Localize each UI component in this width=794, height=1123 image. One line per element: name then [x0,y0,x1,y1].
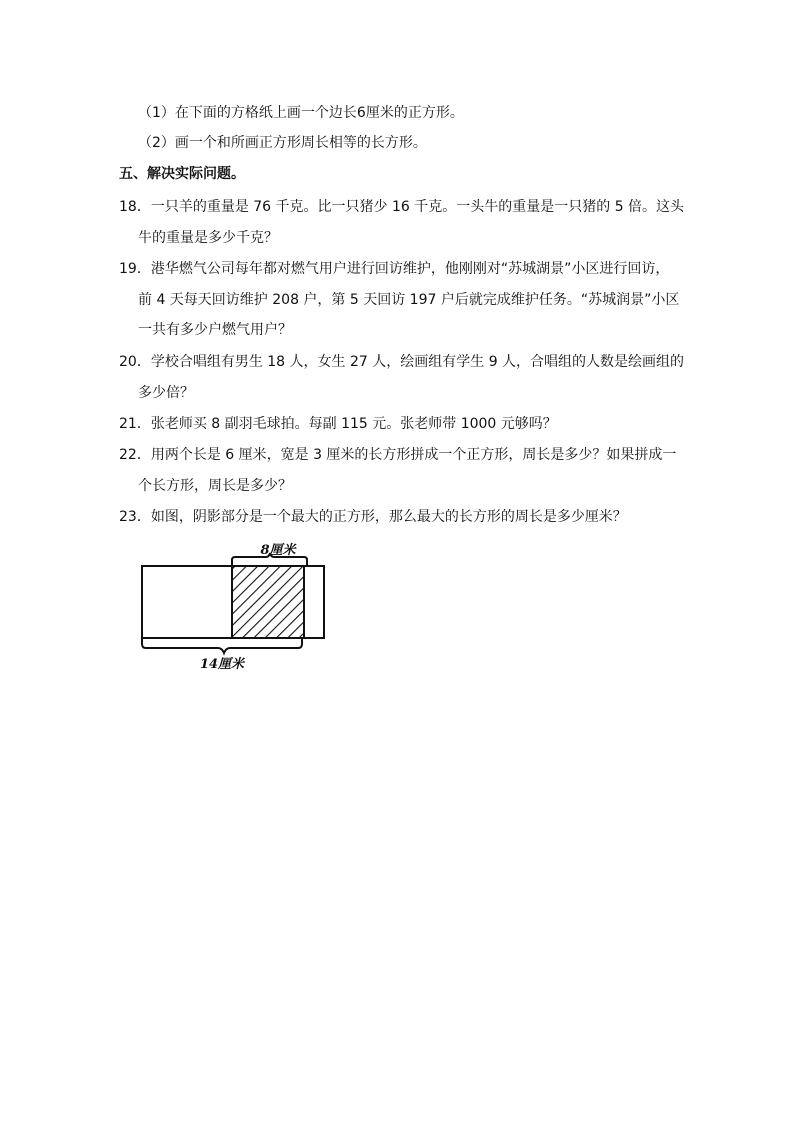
rectangle-figure [138,538,338,678]
question-19-line-2: 前 4 天每天回访维护 208 户，第 5 天回访 197 户后就完成维护任务。“苏城润景”小区 [138,292,680,308]
question-19-line-3: 一共有多少户燃气用户？ [138,322,292,338]
shaded-square [232,566,304,638]
subquestion-2: （2）画一个和所画正方形周长相等的长方形。 [138,135,427,151]
subquestion-1: （1）在下面的方格纸上画一个边长6厘米的正方形。 [138,105,464,121]
question-20-line-2: 多少倍？ [138,385,194,401]
question-21-line-1: 21．张老师买 8 副羽毛球拍。每副 115 元。张老师带 1000 元够吗？ [119,416,557,432]
question-20-line-1: 20．学校合唱组有男生 18 人，女生 27 人，绘画组有学生 9 人，合唱组的人数是绘画组的 [119,354,685,370]
section-heading: 五、解决实际问题。 [119,166,245,182]
question-18-line-1: 18．一只羊的重量是 76 千克。比一只猪少 16 千克。一头牛的重量是一只猪的 5 倍。这头 [119,199,685,215]
question-23-line-1: 23．如图，阴影部分是一个最大的正方形，那么最大的长方形的周长是多少厘米？ [119,509,627,525]
question-22-line-2: 个长方形，周长是多少？ [138,478,292,494]
bottom-label: 14厘米 [199,657,245,672]
question-19-line-1: 19．港华燃气公司每年都对燃气用户进行回访维护，他刚刚对“苏城湖景”小区进行回访， [119,261,670,277]
bottom-brace [142,639,302,653]
top-label: 8厘米 [260,543,296,558]
question-22-line-1: 22．用两个长是 6 厘米，宽是 3 厘米的长方形拼成一个正方形，周长是多少？如果拼成一 [119,447,677,463]
question-18-line-2: 牛的重量是多少千克？ [138,230,278,246]
